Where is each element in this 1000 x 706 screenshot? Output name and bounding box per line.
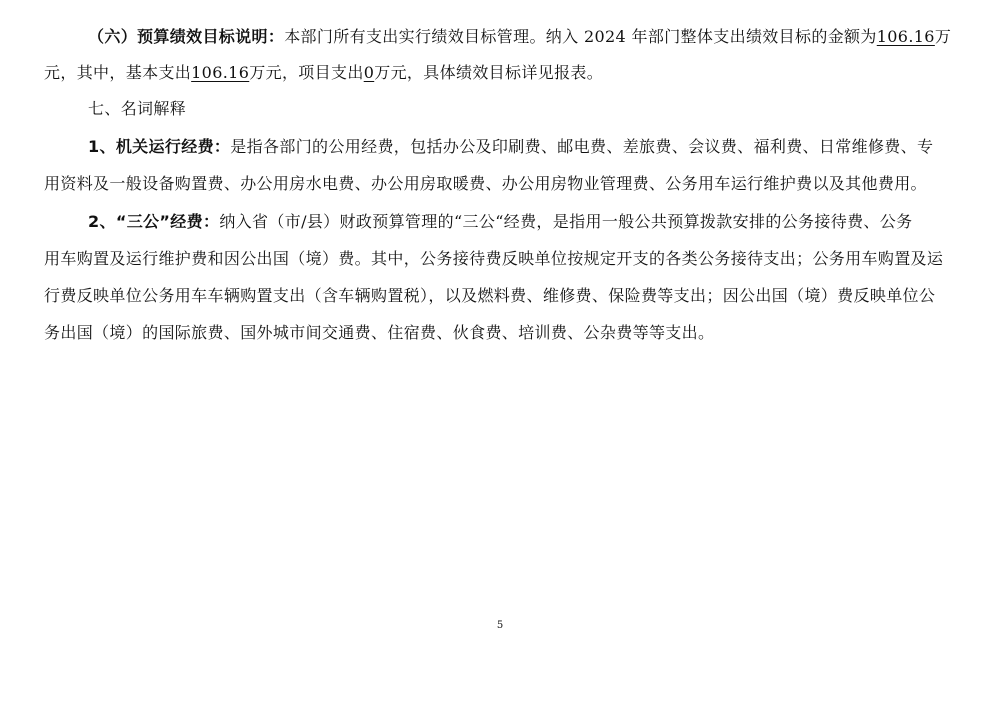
section7-heading: 七、名词解释: [88, 99, 187, 118]
section6-line2-mid: 万元，项目支出: [249, 63, 364, 82]
section6-heading: （六）预算绩效目标说明：: [88, 27, 285, 46]
term2-label: 2、“三公”经费：: [88, 212, 220, 231]
section6-line1: [88, 26, 960, 48]
section6-line1-unit: 万: [934, 27, 952, 46]
term1-line1-text: 是指各部门的公用经费，包括办公及印刷费、邮电费、差旅费、会议费、福利费、日常维修费、专: [230, 137, 934, 156]
project-expenditure-amount: 0: [363, 63, 375, 82]
term1-label: 1、机关运行经费：: [88, 137, 231, 156]
total-amount: 106.16: [876, 27, 935, 46]
term1-line1: [88, 136, 960, 158]
basic-expenditure-amount: 106.16: [191, 63, 250, 82]
term1-line2: 用资料及一般设备购置费、办公用房水电费、办公用房取暖费、办公用房物业管理费、公务用车运行维护费以及其他费用。: [44, 174, 927, 193]
page-number: 5: [496, 620, 504, 631]
term2-line3: 行费反映单位公务用车车辆购置支出（含车辆购置税），以及燃料费、维修费、保险费等支出；因公出国（境）费反映单位公: [44, 286, 936, 305]
section6-line2-start: 元，其中，基本支出: [44, 63, 192, 82]
section6-line2-end: 万元，具体绩效目标详见报表。: [374, 63, 604, 82]
term2-line4: 务出国（境）的国际旅费、国外城市间交通费、住宿费、伙食费、培训费、公杂费等等支出。: [44, 323, 715, 342]
section6-line1-text: 本部门所有支出实行绩效目标管理。纳入 2024 年部门整体支出绩效目标的金额为: [284, 27, 877, 46]
term2-line2: 用车购置及运行维护费和因公出国（境）费。其中，公务接待费反映单位按规定开支的各类公务接待支出；公务用车购置及运: [44, 249, 944, 268]
term2-line1: [88, 211, 960, 233]
section6-line2: [44, 62, 960, 84]
term2-line1-text: 纳入省（市/县）财政预算管理的“三公“经费，是指用一般公共预算拨款安排的公务接待费、公务: [219, 212, 913, 231]
